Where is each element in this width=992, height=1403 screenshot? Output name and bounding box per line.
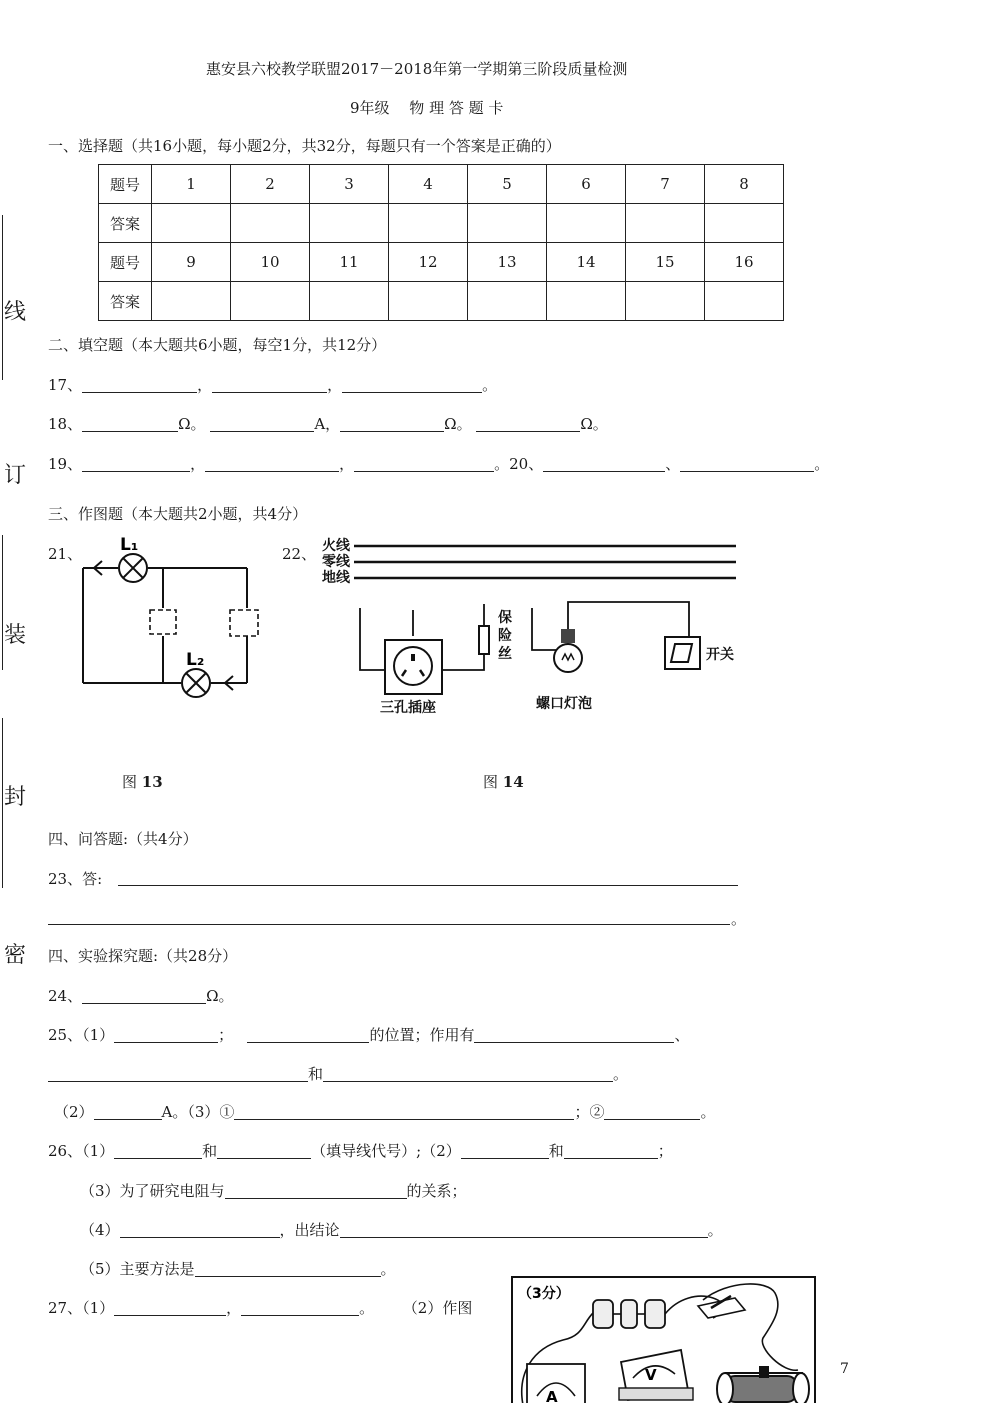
ground-wire-label: 地线 xyxy=(322,570,350,586)
table-row xyxy=(99,204,784,243)
separator: ， xyxy=(226,1299,242,1317)
q19-number: 19、 xyxy=(48,455,83,473)
period: 。 xyxy=(814,455,830,473)
answer-cell[interactable] xyxy=(626,282,705,321)
page-number: 7 xyxy=(840,1361,849,1377)
period: 。 xyxy=(707,1221,723,1239)
q22-number: 22、 xyxy=(282,545,317,563)
margin-label-xian: 线 xyxy=(4,300,27,325)
socket-icon xyxy=(385,640,442,694)
question-number: 2 xyxy=(231,165,310,204)
blank-17-3[interactable] xyxy=(342,376,482,393)
exam-title: 惠安县六校教学联盟2017－2018年第一学期第三阶段质量检测 xyxy=(206,60,628,78)
text: （填导线代号）;（2） xyxy=(311,1142,461,1160)
answer-cell[interactable] xyxy=(705,282,784,321)
question-number: 15 xyxy=(626,243,705,282)
fig14-caption xyxy=(483,771,524,792)
q25-line-3 xyxy=(54,1101,715,1122)
lamp-l2-label: L₂ xyxy=(186,650,205,670)
caption-number: 14 xyxy=(502,773,524,791)
q24-line xyxy=(48,985,234,1006)
fig13-circuit xyxy=(70,528,285,708)
answer-cell[interactable] xyxy=(152,282,231,321)
live-wire-label: 火线 xyxy=(322,538,350,554)
blank-20-1[interactable] xyxy=(543,455,665,472)
period: 。 xyxy=(380,1260,396,1278)
q27-circuit-sketch xyxy=(513,1278,816,1403)
switch-label: 开关 xyxy=(706,647,734,663)
q23-label: 23、答: xyxy=(48,870,103,888)
ammeter-label: A xyxy=(546,1388,558,1403)
separator: ， xyxy=(190,455,206,473)
question-number: 4 xyxy=(389,165,468,204)
blank-24[interactable] xyxy=(82,987,206,1004)
blank-25-5[interactable] xyxy=(323,1065,613,1082)
q25-line-2 xyxy=(48,1063,628,1084)
question-number: 12 xyxy=(389,243,468,282)
socket-label: 三孔插座 xyxy=(380,700,436,716)
question-number: 1 xyxy=(152,165,231,204)
dashed-box-right[interactable] xyxy=(230,610,258,636)
q19-20-line xyxy=(48,453,829,474)
unit-ohm: Ω。 xyxy=(580,415,608,433)
unit-ohm: Ω。 xyxy=(444,415,472,433)
question-number: 5 xyxy=(468,165,547,204)
question-number: 7 xyxy=(626,165,705,204)
margin-label-mi: 密 xyxy=(4,943,27,968)
separator: ， xyxy=(327,376,343,394)
answer-table xyxy=(98,164,784,321)
q24-number: 24、 xyxy=(48,987,83,1005)
period: 。 xyxy=(731,910,747,928)
lamp-l2-icon xyxy=(182,669,210,697)
text: （3）为了研究电阻与 xyxy=(80,1182,225,1200)
section3-title: 三、作图题（本大题共2小题，共4分） xyxy=(48,505,308,523)
blank-27-2[interactable] xyxy=(241,1299,359,1316)
fuse-icon xyxy=(479,626,489,654)
ammeter-icon xyxy=(527,1364,585,1403)
answer-cell[interactable] xyxy=(231,204,310,243)
blank-26-5[interactable] xyxy=(225,1182,407,1199)
blank-19-1[interactable] xyxy=(82,455,190,472)
text: （2） xyxy=(54,1103,94,1121)
q27-drawing-box[interactable] xyxy=(511,1276,816,1403)
period: 。 xyxy=(482,376,498,394)
question-number: 6 xyxy=(547,165,626,204)
blank-26-3[interactable] xyxy=(461,1142,549,1159)
row-label: 答案 xyxy=(99,204,152,243)
neutral-wire-label: 零线 xyxy=(322,554,350,570)
blank-26-2[interactable] xyxy=(217,1142,311,1159)
fuse-label-1: 保 xyxy=(498,610,512,626)
q26-line-2 xyxy=(80,1180,467,1201)
q20-number: 20、 xyxy=(509,455,544,473)
q26-line-4 xyxy=(80,1258,396,1279)
blank-25-1[interactable] xyxy=(114,1026,218,1043)
fig14-household-wiring xyxy=(318,532,758,722)
score-label: （3分） xyxy=(518,1286,570,1302)
blank-26-4[interactable] xyxy=(564,1142,658,1159)
text: 的关系； xyxy=(406,1182,467,1200)
q17-line xyxy=(48,374,497,395)
period: 。 xyxy=(700,1103,716,1121)
table-row xyxy=(99,165,784,204)
blank-19-3[interactable] xyxy=(354,455,494,472)
blank-18-3[interactable] xyxy=(340,415,444,432)
blank-19-2[interactable] xyxy=(205,455,339,472)
q27-number: 27、（1） xyxy=(48,1299,115,1317)
question-number: 16 xyxy=(705,243,784,282)
question-number: 11 xyxy=(310,243,389,282)
lamp-l1-label: L₁ xyxy=(120,535,139,555)
q25-number: 25、（1） xyxy=(48,1026,115,1044)
unit-ampere: A， xyxy=(314,415,341,433)
blank-18-4[interactable] xyxy=(476,415,580,432)
bulb-label: 螺口灯泡 xyxy=(536,696,592,712)
question-number: 8 xyxy=(705,165,784,204)
row-label: 题号 xyxy=(99,243,152,282)
binding-line-1 xyxy=(2,215,3,380)
answer-cell[interactable] xyxy=(626,204,705,243)
question-number: 9 xyxy=(152,243,231,282)
question-number: 13 xyxy=(468,243,547,282)
unit-ohm: Ω。 xyxy=(178,415,206,433)
separator: ； xyxy=(657,1142,673,1160)
blank-18-1[interactable] xyxy=(82,415,178,432)
answer-cell[interactable] xyxy=(389,282,468,321)
binding-line-2 xyxy=(2,535,3,670)
blank-27-1[interactable] xyxy=(114,1299,226,1316)
answer-cell[interactable] xyxy=(547,282,626,321)
q26-line-1 xyxy=(48,1140,673,1161)
fig13-caption xyxy=(122,771,163,792)
caption-text: 图 xyxy=(122,773,138,791)
q27-line-1 xyxy=(48,1297,472,1318)
answer-cell[interactable] xyxy=(152,204,231,243)
answer-cell[interactable] xyxy=(231,282,310,321)
blank-17-2[interactable] xyxy=(212,376,327,393)
answer-cell[interactable] xyxy=(705,204,784,243)
answer-line-23-1[interactable] xyxy=(118,885,738,886)
margin-label-zhuang: 装 xyxy=(4,623,27,648)
margin-label-feng: 封 xyxy=(4,785,27,810)
separator: 、 xyxy=(674,1026,690,1044)
binding-line-3 xyxy=(2,718,3,888)
blank-26-1[interactable] xyxy=(114,1142,202,1159)
bulb-icon xyxy=(554,629,582,672)
text: （2）作图 xyxy=(402,1299,473,1317)
text: ；② xyxy=(574,1103,605,1121)
blank-25-6[interactable] xyxy=(94,1103,162,1120)
text: ，出结论 xyxy=(279,1221,340,1239)
separator: ， xyxy=(197,376,213,394)
section1-title: 一、选择题（共16小题，每小题2分，共32分，每题只有一个答案是正确的） xyxy=(48,137,561,155)
question-number: 10 xyxy=(231,243,310,282)
margin-label-ding: 订 xyxy=(4,463,27,488)
blank-25-8[interactable] xyxy=(604,1103,700,1120)
caption-text: 图 xyxy=(483,773,499,791)
blank-25-4[interactable] xyxy=(48,1065,308,1082)
voltmeter-label: V xyxy=(645,1366,657,1384)
separator: 、 xyxy=(665,455,681,473)
voltmeter-icon xyxy=(619,1350,693,1400)
row-label: 答案 xyxy=(99,282,152,321)
answer-cell[interactable] xyxy=(468,204,547,243)
fuse-label-2: 险 xyxy=(498,628,512,644)
lamp-l1-icon xyxy=(119,554,147,582)
blank-25-2[interactable] xyxy=(247,1026,369,1043)
text: A。（3）① xyxy=(161,1103,235,1121)
caption-number: 13 xyxy=(141,773,163,791)
period: 。 xyxy=(494,455,510,473)
q21-number: 21、 xyxy=(48,545,83,563)
text: （5）主要方法是 xyxy=(80,1260,195,1278)
q25-line-1 xyxy=(48,1024,690,1045)
blank-26-7[interactable] xyxy=(340,1221,708,1238)
answer-cell[interactable] xyxy=(547,204,626,243)
blank-20-2[interactable] xyxy=(680,455,814,472)
q26-number: 26、（1） xyxy=(48,1142,115,1160)
separator: ， xyxy=(339,455,355,473)
q18-line xyxy=(48,413,608,434)
answer-cell[interactable] xyxy=(310,204,389,243)
q18-number: 18、 xyxy=(48,415,83,433)
row-label: 题号 xyxy=(99,165,152,204)
blank-26-6[interactable] xyxy=(120,1221,280,1238)
section5-title: 四、实验探究题:（共28分） xyxy=(48,947,238,965)
text: 和 xyxy=(548,1142,564,1160)
rheostat-icon xyxy=(717,1366,809,1403)
card-title: 9年级 物 理 答 题 卡 xyxy=(350,99,504,117)
blank-26-8[interactable] xyxy=(195,1260,381,1277)
text: 和 xyxy=(202,1142,218,1160)
answer-cell[interactable] xyxy=(468,282,547,321)
fuse-label-3: 丝 xyxy=(498,646,512,662)
table-row xyxy=(99,243,784,282)
battery-icon xyxy=(593,1300,665,1328)
q17-number: 17、 xyxy=(48,376,83,394)
section4-title: 四、问答题:（共4分） xyxy=(48,830,198,848)
answer-line-23-2[interactable] xyxy=(48,924,730,925)
period: 。 xyxy=(359,1299,375,1317)
blank-25-7[interactable] xyxy=(234,1103,574,1120)
separator: ； xyxy=(218,1026,234,1044)
question-number: 3 xyxy=(310,165,389,204)
question-number: 14 xyxy=(547,243,626,282)
section2-title: 二、填空题（本大题共6小题，每空1分，共12分） xyxy=(48,336,387,354)
blank-17-1[interactable] xyxy=(82,376,197,393)
table-row xyxy=(99,282,784,321)
text: （4） xyxy=(80,1221,120,1239)
blank-18-2[interactable] xyxy=(210,415,314,432)
q26-line-3 xyxy=(80,1219,723,1240)
answer-cell[interactable] xyxy=(389,204,468,243)
switch-icon[interactable] xyxy=(665,637,700,669)
answer-cell[interactable] xyxy=(310,282,389,321)
text: 的位置；作用有 xyxy=(369,1026,475,1044)
period: 。 xyxy=(613,1065,629,1083)
text: 和 xyxy=(308,1065,324,1083)
unit-ohm: Ω。 xyxy=(206,987,234,1005)
blank-25-3[interactable] xyxy=(474,1026,674,1043)
